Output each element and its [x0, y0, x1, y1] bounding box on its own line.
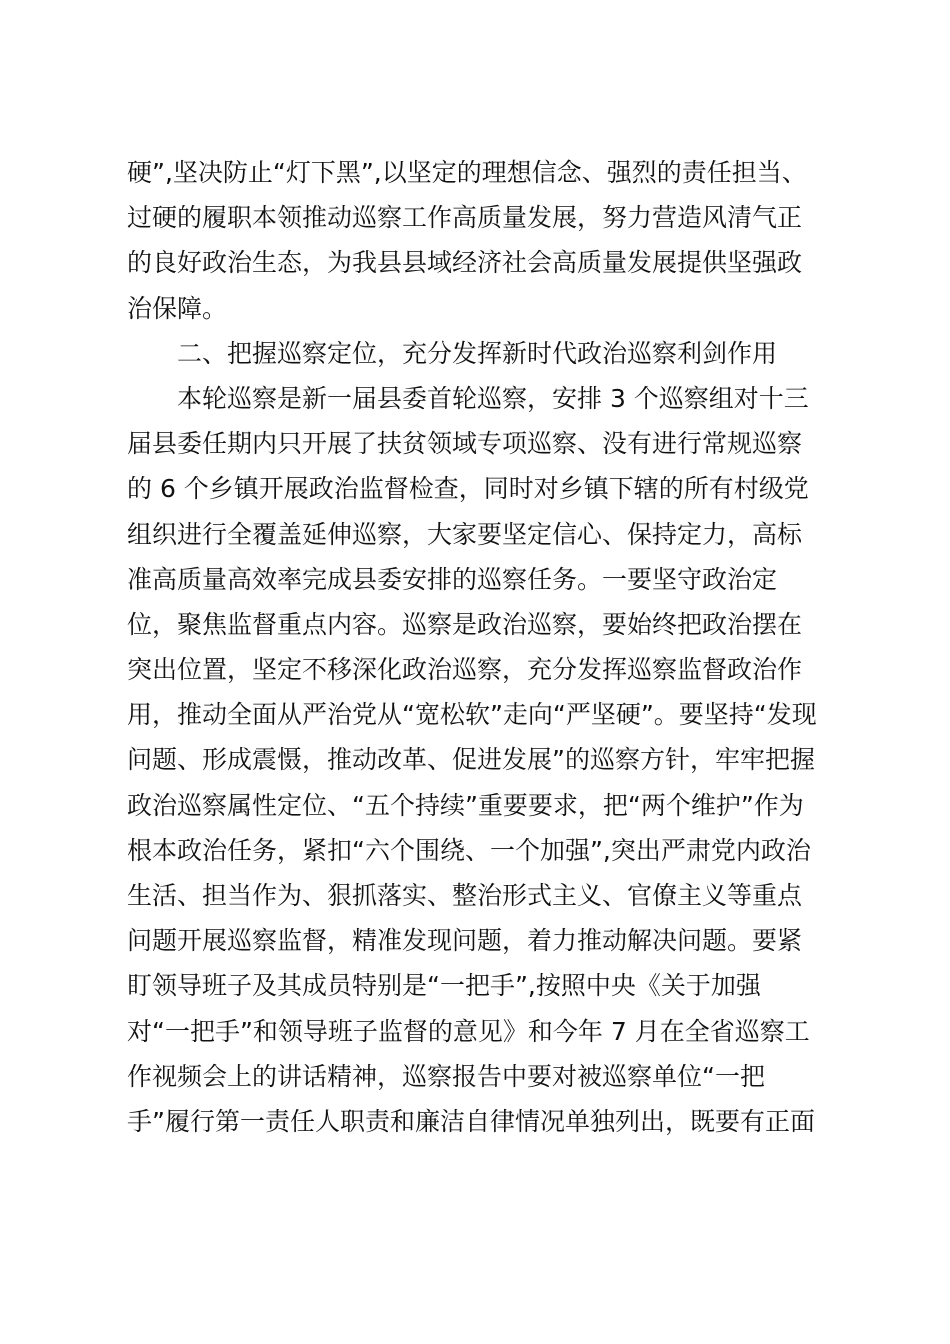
text-line: 政治巡察属性定位、“五个持续”重要要求，把“两个维护”作为 [127, 790, 804, 820]
section-heading: 二、把握巡察定位，充分发挥新时代政治巡察利剑作用 [177, 338, 778, 368]
text-line: 问题、形成震慑，推动改革、促进发展”的巡察方针，牢牢把握 [127, 745, 815, 775]
text-line: 届县委任期内只开展了扶贫领域专项巡察、没有进行常规巡察 [127, 429, 803, 459]
text-line: 位，聚焦监督重点内容。巡察是政治巡察，要始终把政治摆在 [127, 609, 803, 639]
text-line: 作视频会上的讲话精神，巡察报告中要对被巡察单位“一把 [127, 1061, 765, 1091]
text-line: 对“一把手”和领导班子监督的意见》和今年 7 月在全省巡察工 [127, 1016, 810, 1046]
text-line: 硬”,坚决防止“灯下黑”,以坚定的理想信念、强烈的责任担当、 [127, 158, 807, 187]
text-line: 过硬的履职本领推动巡察工作高质量发展，努力营造风清气正 [127, 203, 803, 233]
text-line: 手”履行第一责任人职责和廉洁自律情况单独列出，既要有正面 [127, 1106, 815, 1136]
text-line: 问题开展巡察监督，精准发现问题，着力推动解决问题。要紧 [127, 926, 803, 956]
text-line: 盯领导班子及其成员特别是“一把手”,按照中央《关于加强 [127, 971, 761, 1001]
text-line: 组织进行全覆盖延伸巡察，大家要坚定信心、保持定力，高标 [127, 519, 803, 549]
text-line: 的 6 个乡镇开展政治监督检查，同时对乡镇下辖的所有村级党 [127, 474, 809, 504]
body-text [127, 150, 847, 1144]
text-line: 用，推动全面从严治党从“宽松软”走向“严坚硬”。要坚持“发现 [127, 700, 817, 730]
text-line: 准高质量高效率完成县委安排的巡察任务。一要坚守政治定 [127, 564, 778, 594]
text-line: 治保障。 [127, 293, 228, 323]
text-line: 的良好政治生态，为我县县域经济社会高质量发展提供坚强政 [127, 248, 803, 278]
text-line: 本轮巡察是新一届县委首轮巡察，安排 3 个巡察组对十三 [177, 383, 809, 413]
text-line: 突出位置，坚定不移深化政治巡察，充分发挥巡察监督政治作 [127, 655, 803, 685]
text-line: 生活、担当作为、狠抓落实、整治形式主义、官僚主义等重点 [127, 881, 803, 910]
text-line: 根本政治任务，紧扣“六个围绕、一个加强”,突出严肃党内政治 [127, 835, 811, 865]
